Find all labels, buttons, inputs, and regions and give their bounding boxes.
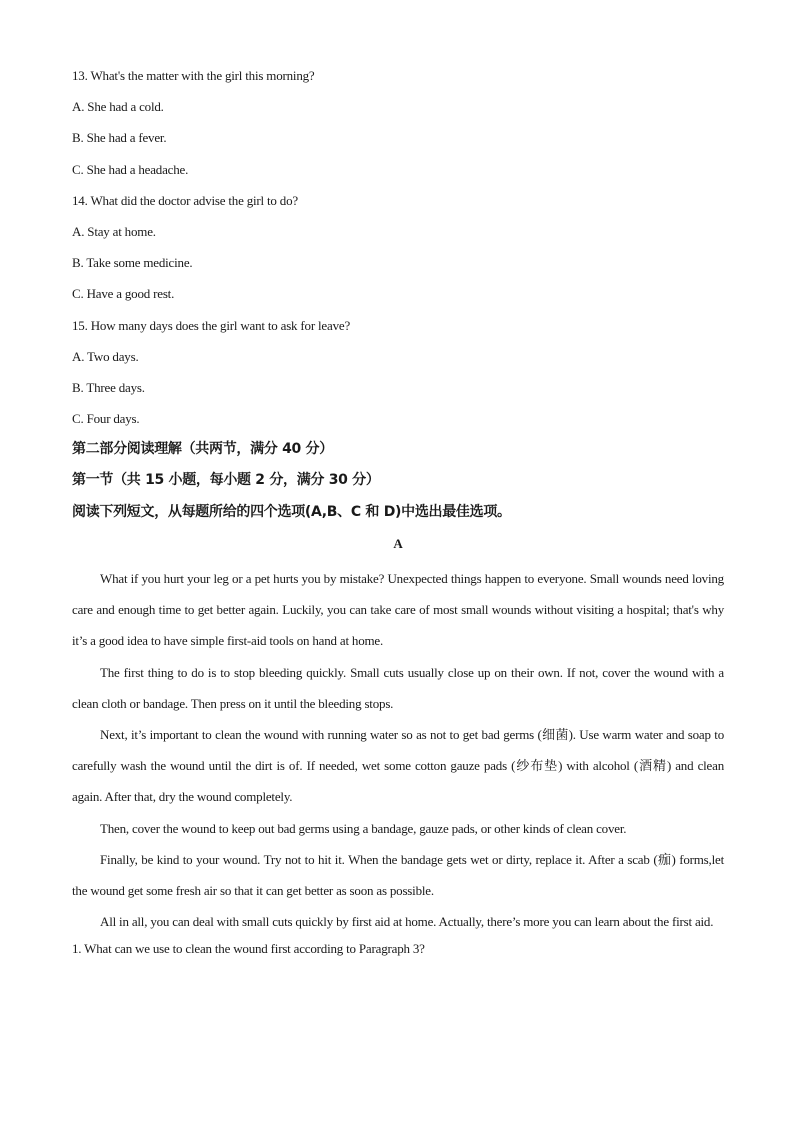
paragraph-1: What if you hurt your leg or a pet hurts you by mistake? Unexpected things happen to everyone. Small wounds need loving care and enough time to get better again. Luckily, you can take care of most small wounds without visiting a hospital; that's why it’s a good idea to have simple first-aid tools on hand at home. <box>72 571 724 649</box>
listening-question-13 <box>72 64 724 189</box>
option-a: A. Two days. <box>72 348 139 364</box>
question-text: 14. What did the doctor advise the girl to do? <box>72 192 298 208</box>
paragraph-3: Next, it’s important to clean the wound with running water so as not to get bad germs (细菌). Use warm water and soap to carefully wash the wound until the dirt is of. If needed, wet some cotton gauze pads (纱布垫) with alcohol (酒精) and clean again. After that, dry the wound completely. <box>72 727 724 805</box>
instructions: 阅读下列短文，从每题所给的四个选项(A,B、C 和 D)中选出最佳选项。 <box>72 503 511 520</box>
question-text: 13. What's the matter with the girl this morning? <box>72 68 315 83</box>
reading-question-1: 1. What can we use to clean the wound first according to Paragraph 3? <box>72 941 425 957</box>
option-c: C. She had a headache. <box>72 161 189 177</box>
option-c: C. Four days. <box>72 411 140 427</box>
listening-question-14 <box>72 189 724 314</box>
option-b: B. Three days. <box>72 379 145 395</box>
option-a: A. She had a cold. <box>72 99 164 115</box>
question-text: 15. How many days does the girl want to ask for leave? <box>72 317 351 333</box>
passage-body <box>72 563 724 937</box>
paragraph-6: All in all, you can deal with small cuts quickly by first aid at home. Actually, there’s more you can learn about the first aid. <box>100 914 714 930</box>
listening-question-15 <box>72 314 724 439</box>
part-title: 第二部分阅读理解（共两节，满分 40 分） <box>72 441 333 458</box>
option-a: A. Stay at home. <box>72 223 156 239</box>
option-b: B. Take some medicine. <box>72 255 193 271</box>
subsection-title: 第一节（共 15 小题，每小题 2 分，满分 30 分） <box>72 472 380 489</box>
document-page <box>72 64 724 969</box>
paragraph-2: The first thing to do is to stop bleeding quickly. Small cuts usually close up on their own. If not, cover the wound with a clean cloth or bandage. Then press on it until the bleeding stops. <box>72 664 724 711</box>
paragraph-4: Then, cover the wound to keep out bad germs using a bandage, gauze pads, or other kinds of clean cover. <box>100 820 627 836</box>
passage-label: A <box>393 535 403 551</box>
option-b: B. She had a fever. <box>72 130 167 146</box>
paragraph-5: Finally, be kind to your wound. Try not to hit it. When the bandage gets wet or dirty, replace it. After a scab (痂) forms,let the wound get some fresh air so that it can get better as soon as possible. <box>72 851 724 899</box>
option-c: C. Have a good rest. <box>72 286 175 302</box>
